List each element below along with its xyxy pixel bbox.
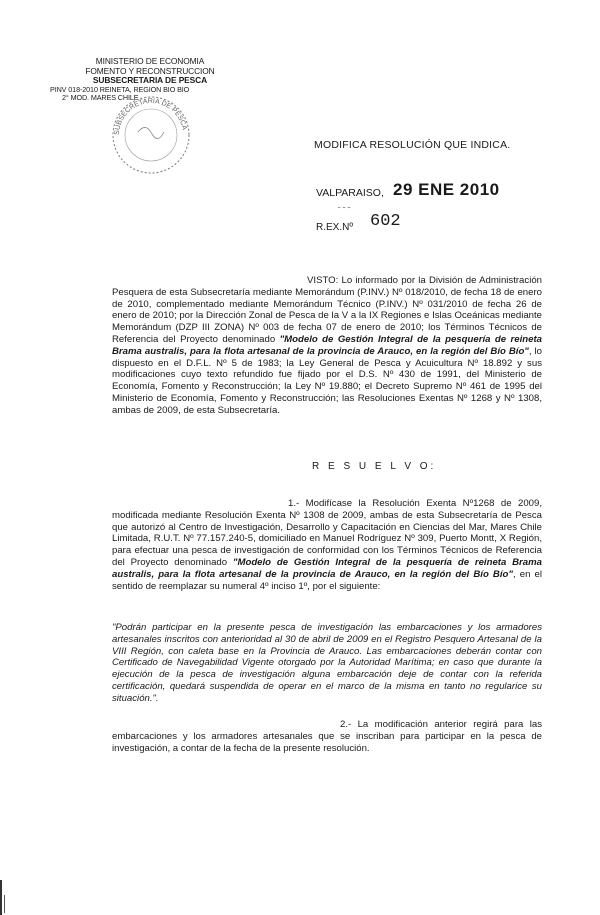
visto-text-1: VISTO: Lo informado por la División de Administración Pesquera de esta Subsecretaría mediante Memorándum (P.INV.) Nº 018/2010, de fecha 18 de enero de 2010, complementado mediante Memorándum Técnico (P.INV.) Nº 031/2010 de fecha 26 de enero de 2010; por la Dirección Zonal de Pesca de la V a la IX Regiones e Islas Oceánicas mediante Memorándum (DZP III ZONA) Nº 003 de fecha 07 de enero de 2010; los Términos Técnicos de Referencia del Proyecto denominado (112, 275, 542, 345)
visto-paragraph (112, 275, 542, 417)
tick-marks: ˘ ˘ ˘ (338, 206, 351, 215)
scan-edge-mark (0, 880, 2, 915)
header-line-ministry: MINISTERIO DE ECONOMIA (95, 56, 205, 66)
item-2-text: 2.- La modificación anterior regirá para las embarcaciones y los armadores artesanales que se inscriban para participar en la pesca de investigación, a contar de la fecha de la presente resolución. (112, 719, 542, 754)
item-1-text-2: , en el sentido de reemplazar su numeral 4º inciso 1º, por el siguiente: (112, 568, 542, 592)
place-label: VALPARAISO, (316, 187, 384, 199)
header-line-modification: 2° MOD. MARES CHILE (62, 93, 139, 103)
visto-text-2: , lo dispuesto en el D.F.L. Nº 5 de 1983; la Ley General de Pesca y Acuicultura Nº 18.892 y sus modificaciones cuyo texto refundido fue fijado por el D.S. Nº 430 de 1991, del Ministerio de Economía, Fomento y Reconstrucción; la Ley Nº 19.880; el Decreto Supremo Nº 461 de 1995 del Ministerio de Economía, Fomento y Reconstrucción; las Resoluciones Exentas Nº 1268 y Nº 1308, ambas de 2009, de esta Subsecretaría. (112, 345, 542, 416)
document-title: MODIFICA RESOLUCIÓN QUE INDICA. (314, 139, 511, 151)
header-line-subsecretaria: SUBSECRETARIA DE PESCA (92, 75, 208, 86)
stamp-text: SUBSECRETARIA DE PESCA (113, 97, 188, 136)
scan-edge-mark-2 (4, 895, 5, 913)
official-stamp (108, 92, 194, 178)
item-1-project-name: "Modelo de Gestión Integral de la pesquería de reineta Brama australis, para la flota artesanal de la provincia de Arauco, en la región del Bío Bío" (112, 556, 542, 580)
resolution-number-label: R.EX.Nº (316, 222, 353, 233)
header-line-fomento: FOMENTO Y RECONSTRUCCION (85, 65, 215, 76)
item-2-paragraph (112, 719, 542, 754)
stamped-date: 29 ENE 2010 (393, 180, 500, 199)
quoted-paragraph: "Podrán participar en la presente pesca de investigación las embarcaciones y los armadores artesanales inscritos con anterioridad al 30 de abril de 2009 en el Registro Pesquero Artesanal de la VIII Región, con caleta base en la Provincia de Arauco. Las embarcaciones deberán contar con Certificado de Navegabilidad Vigente otorgado por la Autoridad Marítima; en caso que durante la ejecución de la pesca de investigación alguna embarcación deje de contar con la referida certificación, quedará suspendida de operar en el marco de la misma en tanto no regularice su situación.". (112, 622, 542, 704)
header-line-reference: PINV 018-2010 REINETA, REGION BIO BIO (50, 84, 190, 94)
visto-project-name: "Modelo de Gestión Integral de la pesquería de reineta Brama australis, para la flota artesanal de la provincia de Arauco, en la región del Bío Bío" (112, 333, 542, 357)
resuelvo-heading: R E S U E L V O: (312, 461, 437, 472)
resolution-number: 602 (370, 212, 401, 231)
item-1-text-1: 1.- Modifícase la Resolución Exenta Nº1268 de 2009, modificada mediante Resolución Exenta Nº 1308 de 2009, ambas de esta Subsecretaría de Pesca que autorizó al Centro de Investigación, Desarrollo y Capacitación en Ciencias del Mar, Mares Chile Limitada, R.U.T. Nº 77.157.240-5, domiciliado en Manuel Rodríguez Nº 309, Puerto Montt, X Región, para efectuar una pesca de investigación de conformidad con los Términos Técnicos de Referencia del Proyecto denominado (112, 498, 542, 568)
item-1-paragraph (112, 498, 542, 592)
